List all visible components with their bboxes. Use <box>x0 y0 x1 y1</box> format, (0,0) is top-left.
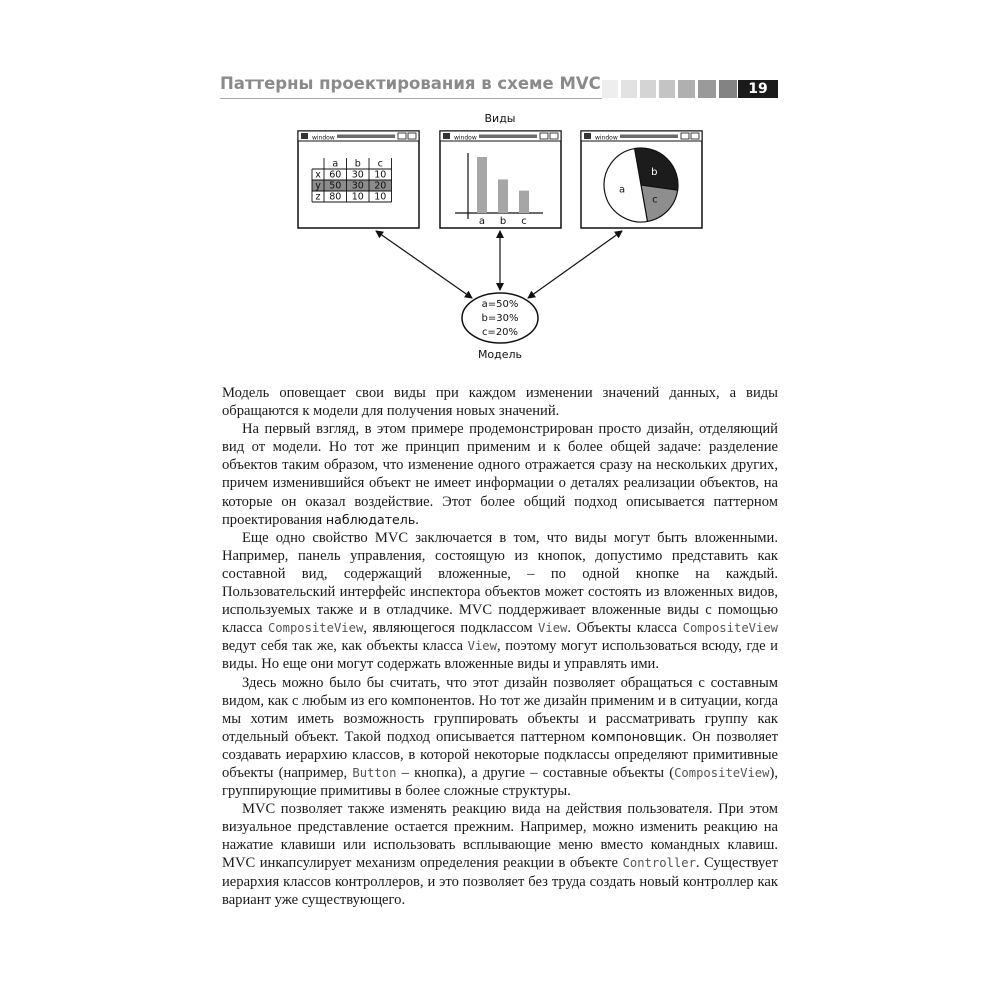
table-cell: 10 <box>374 169 387 181</box>
bar-category-label: b <box>499 216 507 227</box>
model-value-b: b=30% <box>481 313 519 324</box>
running-header-title: Паттерны проектирования в схеме MVC <box>220 74 601 93</box>
pattern-name: компоновщик <box>590 728 683 744</box>
window-maximize-icon <box>691 133 699 139</box>
code-identifier: CompositeView <box>267 621 364 636</box>
table-view-window <box>298 131 419 228</box>
window-title-bar-stripe <box>479 135 537 139</box>
code-identifier: View <box>538 621 568 636</box>
code-identifier: View <box>467 639 497 654</box>
arrow-pie-to-model <box>528 231 622 298</box>
paragraph <box>222 420 778 529</box>
table-cell: 10 <box>374 191 387 203</box>
window-maximize-icon <box>550 133 558 139</box>
paragraph <box>222 674 778 801</box>
bar-c <box>519 191 529 213</box>
bar-chart-view-window <box>440 131 561 228</box>
page-number: 19 <box>738 80 778 98</box>
paragraph-text: На первый взгляд, в этом примере продемонстрирован просто дизайн, отделяющий вид от модели. Но тот же принцип применим и к более общей задаче: разделение объектов таким образом, что изменение одного отражается сразу на нескольких других, причем изменившийся объект не имеет информации о деталях реализации объектов, на которые он оказал воздействие. Этот более общий подход описывается паттерном проектирования <box>222 421 778 528</box>
code-identifier: Controller <box>622 856 696 871</box>
pie-chart-view-window <box>581 131 702 228</box>
body-text <box>222 384 778 909</box>
table-cell: 30 <box>351 180 364 192</box>
code-identifier: CompositeView <box>674 765 770 780</box>
pie-slice-label: a <box>618 184 626 196</box>
window-menu-icon <box>584 133 591 139</box>
window-menu-icon <box>301 133 308 139</box>
code-identifier: CompositeView <box>682 621 779 636</box>
table-row-label: y <box>315 180 321 192</box>
paragraph-text: ведут себя так же, как объекты класса <box>222 638 468 655</box>
paragraph <box>222 384 778 420</box>
window-title: window <box>454 134 477 142</box>
window-title: window <box>312 134 335 142</box>
window-minimize-icon <box>398 133 406 139</box>
table-row-label: x <box>315 169 321 181</box>
paragraph-text: , являющегося подклассом <box>363 620 539 637</box>
paragraph-text: Еще одно свойство MVC заключается в том, что виды могут быть вложенными. Например, панель управления, состоящую из кнопок, допустимо представить как составной вид, содержащий вложенные, – по одной кнопке на каждый. Пользовательский интерфейс инспектора объектов может состоять из вложенных видов, используемых также и в отладчике. MVC поддерживает вложенные виды с помощью класса <box>222 529 778 637</box>
views-label: Виды <box>484 112 516 125</box>
window-title-bar-stripe <box>620 135 678 139</box>
table-cell: 20 <box>374 180 387 192</box>
pie-slice-label: c <box>652 194 658 206</box>
model-value-c: c=20% <box>481 327 519 338</box>
model-value-a: a=50% <box>481 299 519 310</box>
window-title: window <box>595 134 618 142</box>
window-title-bar-stripe <box>337 135 395 139</box>
arrow-table-to-model <box>376 231 472 298</box>
paragraph <box>222 800 778 909</box>
model-label: Модель <box>477 348 523 361</box>
paragraph-text: . Он позволяет создавать иерархию классов, в которой некоторые подклассы определяют примитивные объекты (например, <box>222 728 778 781</box>
mvc-figure <box>0 0 1000 380</box>
pie-slice-label: b <box>651 167 658 179</box>
bar-b <box>498 179 508 213</box>
table-column-header: c <box>377 158 383 170</box>
bar-a <box>477 157 487 213</box>
table-cell: 60 <box>329 169 342 181</box>
paragraph-text: Модель оповещает свои виды при каждом изменении значений данных, а виды обращаются к модели для получения новых значений. <box>222 385 778 420</box>
paragraph-text: . Существует иерархия классов контроллеров, и это позволяет без труда создать новый контроллер как вариант уже существующего. <box>222 855 778 908</box>
paragraph-text: . Объекты класса <box>567 620 683 637</box>
window-menu-icon <box>443 133 450 139</box>
pattern-name: наблюдатель <box>325 511 416 527</box>
paragraph-text: ), группирующие примитивы в более сложные структуры. <box>222 764 778 800</box>
bar-category-label: c <box>521 216 527 227</box>
window-minimize-icon <box>540 133 548 139</box>
paragraph-text: Здесь можно было бы считать, что этот дизайн позволяет обращаться с составным видом, как с любым из его компонентов. Но тот же дизайн применим и в ситуации, когда мы хотим иметь возможность группировать объекты и рассматривать группу как отдельный объект. Такой подход описывается паттерном <box>222 674 778 745</box>
table-cell: 80 <box>329 191 342 203</box>
bar-category-label: a <box>478 216 486 227</box>
paragraph-text: , поэтому могут использоваться всюду, где и виды. Но еще они могут содержать вложенные виды и управлять ими. <box>222 638 778 673</box>
paragraph <box>222 529 778 674</box>
table-cell: 10 <box>351 191 364 203</box>
table-cell: 50 <box>329 180 342 192</box>
paragraph-text: – кнопка), а другие – составные объекты ( <box>396 764 675 781</box>
window-minimize-icon <box>681 133 689 139</box>
table-column-header: a <box>332 158 339 170</box>
table-column-header: b <box>354 158 361 170</box>
paragraph-text: MVC позволяет также изменять реакцию вида на действия пользователя. При этом визуальное представление остается прежним. Например, можно изменить реакцию на нажатие клавиши или использовать всплывающие меню вместо командных клавиш. MVC инкапсулирует механизм определения реакции в объекте <box>222 801 778 872</box>
code-identifier: Button <box>352 765 397 780</box>
window-maximize-icon <box>408 133 416 139</box>
table-cell: 30 <box>351 169 364 181</box>
table-row-label: z <box>315 191 321 203</box>
paragraph-text: . <box>415 511 419 528</box>
